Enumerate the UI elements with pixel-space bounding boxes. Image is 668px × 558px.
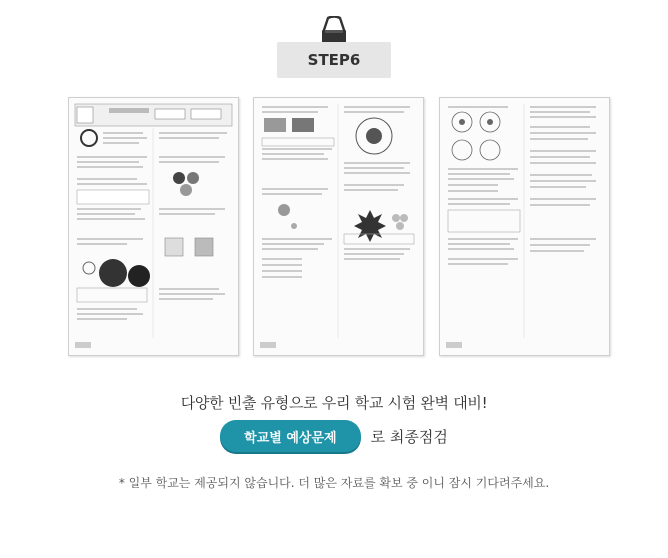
school-prediction-pill (220, 420, 360, 452)
step-label: STEP6 (307, 51, 361, 69)
footnote: * 일부 학교는 제공되지 않습니다. 더 많은 자료를 확보 중 이니 잠시 기다려주세요. (118, 476, 550, 490)
cta-after-text: 로 최종점검 (370, 427, 448, 446)
headline-text: 다양한 빈출 유형으로 우리 학교 시험 완벽 대비! (180, 394, 488, 412)
worksheet-page-1 (68, 97, 239, 356)
worksheet-page-3 (439, 97, 610, 356)
cta-row (0, 420, 668, 452)
worksheet-page-2 (253, 97, 424, 356)
step-badge (277, 42, 391, 78)
pill-label: 학교별 예상문제 (244, 430, 337, 446)
